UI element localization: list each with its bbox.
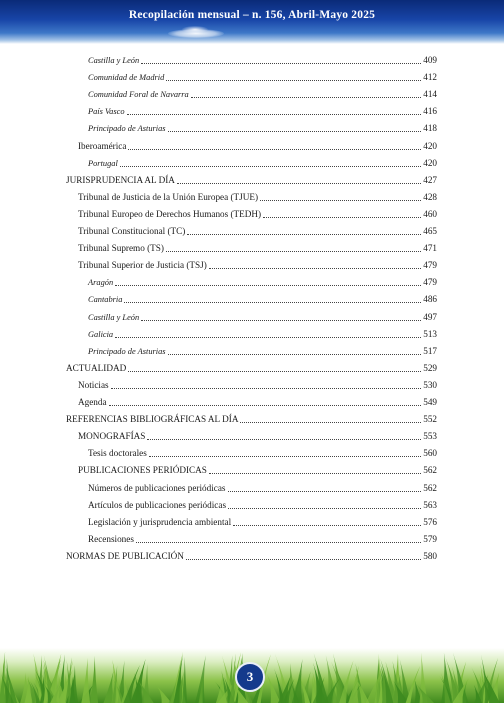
toc-entry[interactable] — [88, 50, 437, 66]
toc-leader-dots — [191, 97, 421, 98]
toc-entry-page: 562 — [423, 482, 437, 493]
toc-leader-dots — [111, 388, 422, 389]
toc-entry[interactable] — [88, 289, 437, 305]
toc-entry-page: 460 — [423, 208, 437, 219]
toc-entry-label: Tribunal Superior de Justicia (TSJ) — [78, 260, 207, 271]
toc-entry-page: 553 — [423, 431, 437, 442]
toc-entry-label: Recensiones — [88, 533, 134, 544]
toc-entry-label: Principado de Asturias — [88, 346, 166, 356]
toc-entry[interactable] — [88, 307, 437, 323]
toc-entry-page: 579 — [423, 533, 437, 544]
toc-entry-label: Legislación y jurisprudencia ambiental — [88, 516, 232, 527]
toc-entry-page: 428 — [423, 191, 437, 202]
toc-entry[interactable] — [88, 324, 437, 340]
toc-entry-label: Cantabria — [88, 295, 123, 305]
toc-entry-label: Números de publicaciones periódicas — [88, 482, 226, 493]
toc-leader-dots — [127, 114, 422, 115]
toc-entry-page: 497 — [423, 311, 437, 322]
toc-entry-page: 576 — [423, 516, 437, 527]
toc-entry-page: 416 — [423, 106, 437, 117]
toc-leader-dots — [115, 337, 421, 338]
toc-entry-page: 549 — [423, 397, 437, 407]
toc-entry[interactable] — [88, 478, 437, 494]
toc-entry-label: País Vasco — [88, 107, 125, 117]
toc-entry-label: Castilla y León — [88, 312, 140, 322]
toc-entry-page: 427 — [423, 174, 437, 185]
toc-entry-page: 479 — [423, 277, 437, 288]
toc-entry-page: 465 — [423, 226, 437, 236]
toc-leader-dots — [209, 268, 421, 269]
toc-entry-label: Tesis doctorales — [88, 448, 147, 459]
toc-entry-page: 418 — [423, 123, 437, 134]
toc-leader-dots — [109, 405, 422, 406]
toc-entry[interactable] — [88, 153, 437, 169]
toc-entry[interactable] — [66, 170, 437, 186]
toc-entry-label: Agenda — [78, 397, 107, 407]
toc-entry[interactable] — [88, 118, 437, 134]
toc-entry-page: 560 — [423, 448, 437, 459]
toc-entry-label: NORMAS DE PUBLICACIÓN — [66, 550, 184, 561]
toc-leader-dots — [240, 422, 421, 423]
toc-leader-dots — [120, 166, 421, 167]
toc-entry-page: 420 — [423, 140, 437, 151]
toc-entry-page: 486 — [423, 294, 437, 305]
toc-leader-dots — [124, 302, 421, 303]
toc-entry-page: 513 — [423, 328, 437, 339]
toc-leader-dots — [166, 80, 421, 81]
toc-entry[interactable] — [88, 512, 437, 528]
toc-entry[interactable] — [88, 529, 437, 545]
toc-entry[interactable] — [78, 187, 437, 203]
toc-entry[interactable] — [78, 460, 437, 476]
toc-entry-label: Tribunal de Justicia de la Unión Europea (TJUE) — [78, 191, 259, 202]
toc-entry-label: REFERENCIAS BIBLIOGRÁFICAS AL DÍA — [66, 414, 239, 425]
toc-entry-label: Castilla y León — [88, 56, 140, 65]
toc-leader-dots — [168, 131, 422, 132]
toc-entry-label: Portugal — [88, 158, 118, 168]
toc-entry-page: 529 — [423, 362, 437, 373]
toc-leader-dots — [187, 234, 421, 235]
toc-leader-dots — [228, 508, 421, 509]
toc-entry-page: 409 — [423, 55, 437, 65]
toc-entry[interactable] — [78, 238, 437, 254]
toc-entry-page: 420 — [423, 157, 437, 168]
toc-leader-dots — [141, 63, 421, 64]
toc-entry-label: Iberoamérica — [78, 140, 127, 151]
toc-leader-dots — [136, 542, 421, 543]
toc-entry[interactable] — [78, 375, 437, 391]
toc-leader-dots — [260, 200, 421, 201]
toc-entry-label: Comunidad de Madrid — [88, 73, 165, 83]
toc-entry[interactable] — [66, 409, 437, 425]
toc-entry-label: JURISPRUDENCIA AL DÍA — [66, 174, 175, 185]
page-header — [0, 0, 504, 44]
toc-leader-dots — [166, 251, 421, 252]
toc-entry-page: 479 — [423, 260, 437, 271]
toc-entry-label: PUBLICACIONES PERIÓDICAS — [78, 465, 207, 476]
toc-entry[interactable] — [78, 255, 437, 271]
toc-entry[interactable] — [88, 341, 437, 357]
toc-entry[interactable] — [88, 443, 437, 459]
toc-entry[interactable] — [78, 426, 437, 442]
toc-entry[interactable] — [88, 272, 437, 288]
toc-entry-page: 517 — [423, 345, 437, 356]
toc-entry-label: Galicia — [88, 329, 114, 339]
toc-entry[interactable] — [78, 221, 437, 237]
header-title: Recopilación mensual – n. 156, Abril-Mayo 2025 — [128, 9, 376, 21]
toc-entry-label: Aragón — [88, 278, 114, 288]
toc-entry-page: 471 — [423, 243, 437, 254]
toc-entry[interactable] — [88, 101, 437, 117]
toc-leader-dots — [263, 217, 421, 218]
toc-entry-page: 530 — [423, 379, 437, 390]
toc-entry-page: 580 — [423, 550, 437, 561]
toc-entry-page: 414 — [423, 89, 437, 100]
toc-entry[interactable] — [66, 546, 437, 562]
toc-leader-dots — [168, 354, 422, 355]
toc-entry[interactable] — [78, 136, 437, 152]
toc-entry[interactable] — [88, 67, 437, 83]
toc-leader-dots — [147, 439, 421, 440]
toc-entry[interactable] — [78, 204, 437, 220]
toc-entry-label: MONOGRAFÍAS — [78, 431, 146, 442]
toc-entry-label: Tribunal Constitucional (TC) — [78, 226, 186, 236]
toc-entry-label: Noticias — [78, 379, 109, 390]
toc-leader-dots — [128, 149, 421, 150]
toc-entry[interactable] — [88, 84, 437, 100]
toc-leader-dots — [209, 473, 421, 474]
toc-leader-dots — [233, 525, 421, 526]
toc-entry-page: 563 — [423, 499, 437, 510]
toc-entry-page: 412 — [423, 72, 437, 83]
toc-entry[interactable] — [78, 392, 437, 408]
toc-entry-label: Tribunal Europeo de Derechos Humanos (TEDH) — [78, 208, 262, 219]
toc-leader-dots — [141, 320, 421, 321]
toc-entry-label: Artículos de publicaciones periódicas — [88, 499, 227, 510]
toc-entry-label: Tribunal Supremo (TS) — [78, 243, 164, 254]
toc-entry[interactable] — [66, 358, 437, 374]
toc-leader-dots — [149, 456, 421, 457]
toc-entry-label: ACTUALIDAD — [66, 362, 127, 373]
toc-leader-dots — [228, 491, 422, 492]
toc-leader-dots — [115, 285, 421, 286]
toc-entry-label: Principado de Asturias — [88, 124, 166, 134]
toc-entry-page: 552 — [423, 414, 437, 425]
toc-entry-label: Comunidad Foral de Navarra — [88, 90, 189, 100]
toc-leader-dots — [177, 183, 421, 184]
page-number-badge: 3 — [235, 662, 265, 692]
toc-leader-dots — [186, 559, 421, 560]
cloud-decoration-small — [182, 26, 208, 33]
toc-entry-page: 562 — [423, 465, 437, 476]
toc-entry[interactable] — [88, 495, 437, 511]
toc-leader-dots — [128, 371, 421, 372]
